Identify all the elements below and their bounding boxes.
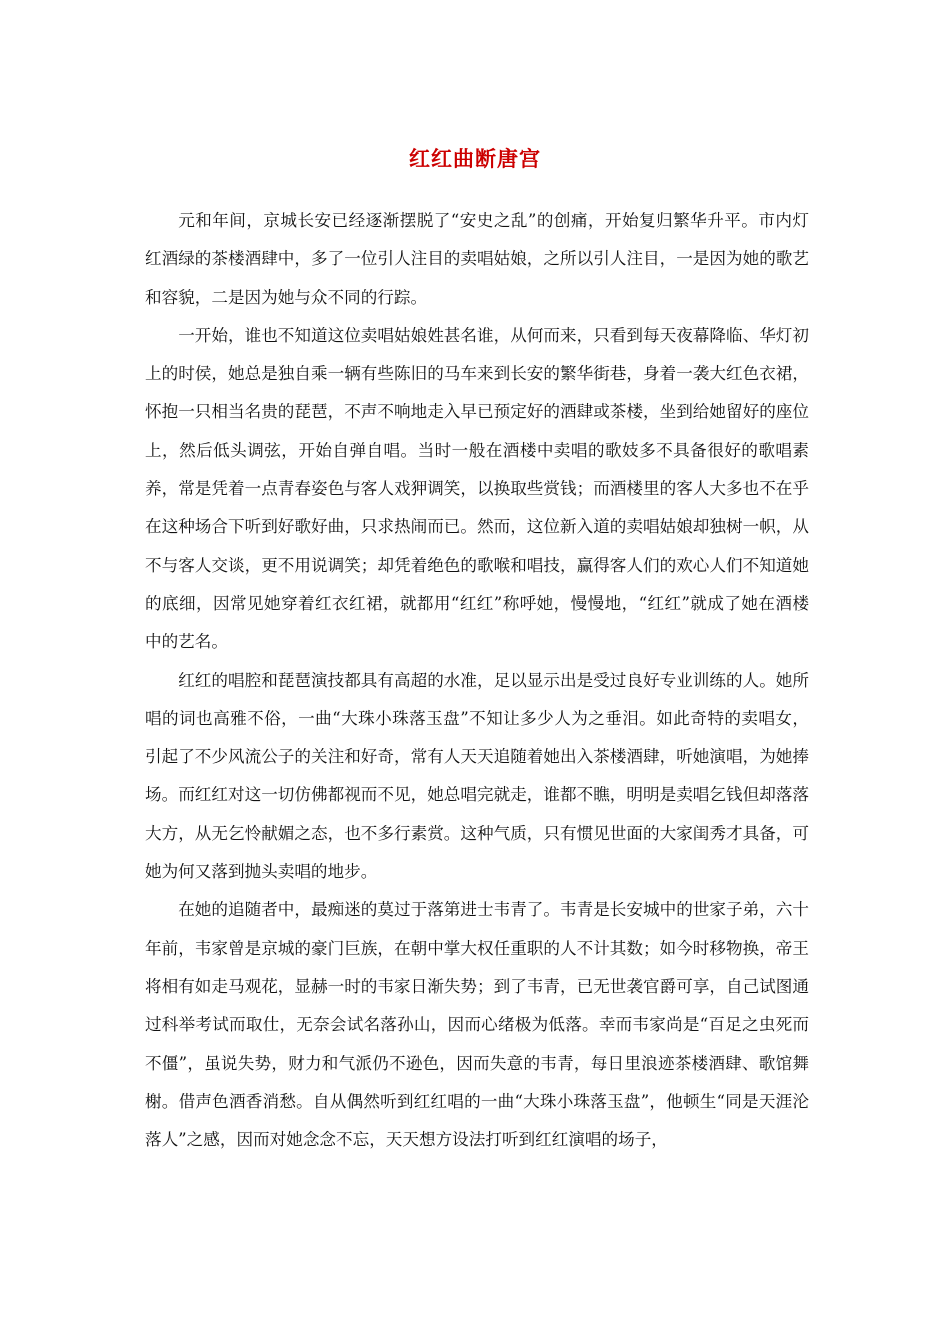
article-body <box>145 202 809 1159</box>
paragraph: 在她的追随者中，最痴迷的莫过于落第进士韦青了。韦青是长安城中的世家子弟，六十年前，韦家曾是京城的豪门巨族，在朝中掌大权任重职的人不计其数；如今时移物换，帝王将相有如走马观花，显赫一时的韦家日渐失势；到了韦青，已无世袭官爵可享，自己试图通过科举考试而取仕，无奈会试名落孙山，因而心绪极为低落。幸而韦家尚是“百足之虫死而不僵”，虽说失势，财力和气派仍不逊色，因而失意的韦青，每日里浪迹茶楼酒肆、歌馆舞榭。借声色酒香消愁。自从偶然听到红红唱的一曲“大珠小珠落玉盘”，他顿生“同是天涯沦落人”之感，因而对她念念不忘，天天想方设法打听到红红演唱的场子， <box>145 900 809 1150</box>
paragraph: 红红的唱腔和琵琶演技都具有高超的水准，足以显示出是受过良好专业训练的人。她所唱的词也高雅不俗，一曲“大珠小珠落玉盘”不知让多少人为之垂泪。如此奇特的卖唱女，引起了不少风流公子的关注和好奇，常有人天天追随着她出入茶楼酒肆，听她演唱，为她捧场。而红红对这一切仿佛都视而不见，她总唱完就走，谁都不瞧，明明是卖唱乞钱但却落落大方，从无乞怜献媚之态，也不多行素赏。这种气质，只有惯见世面的大家闺秀才具备，可她为何又落到抛头卖唱的地步。 <box>145 670 809 882</box>
paragraph: 一开始，谁也不知道这位卖唱姑娘姓甚名谁，从何而来，只看到每天夜幕降临、华灯初上的时侯，她总是独自乘一辆有些陈旧的马车来到长安的繁华街巷，身着一袭大红色衣裙，怀抱一只相当名贵的琵琶，不声不响地走入早已预定好的酒肆或茶楼，坐到给她留好的座位上，然后低头调弦，开始自弹自唱。当时一般在酒楼中卖唱的歌妓多不具备很好的歌唱素养，常是凭着一点青春姿色与客人戏狎调笑，以换取些赏钱；而酒楼里的客人大多也不在乎在这种场合下听到好歌好曲，只求热闹而已。然而，这位新入道的卖唱姑娘却独树一帜，从不与客人交谈，更不用说调笑；却凭着绝色的歌喉和唱技，赢得客人们的欢心人们不知道她的底细，因常见她穿着红衣红裙，就都用“红红”称呼她，慢慢地，“红红”就成了她在酒楼中的艺名。 <box>145 325 809 652</box>
page-title: 红红曲断唐宫 <box>409 146 541 171</box>
paragraph: 元和年间，京城长安已经逐渐摆脱了“安史之乱”的创痛，开始复归繁华升平。市内灯红酒绿的茶楼酒肆中，多了一位引人注目的卖唱姑娘，之所以引人注目，一是因为她的歌艺和容貌，二是因为她与众不同的行踪。 <box>145 211 809 307</box>
